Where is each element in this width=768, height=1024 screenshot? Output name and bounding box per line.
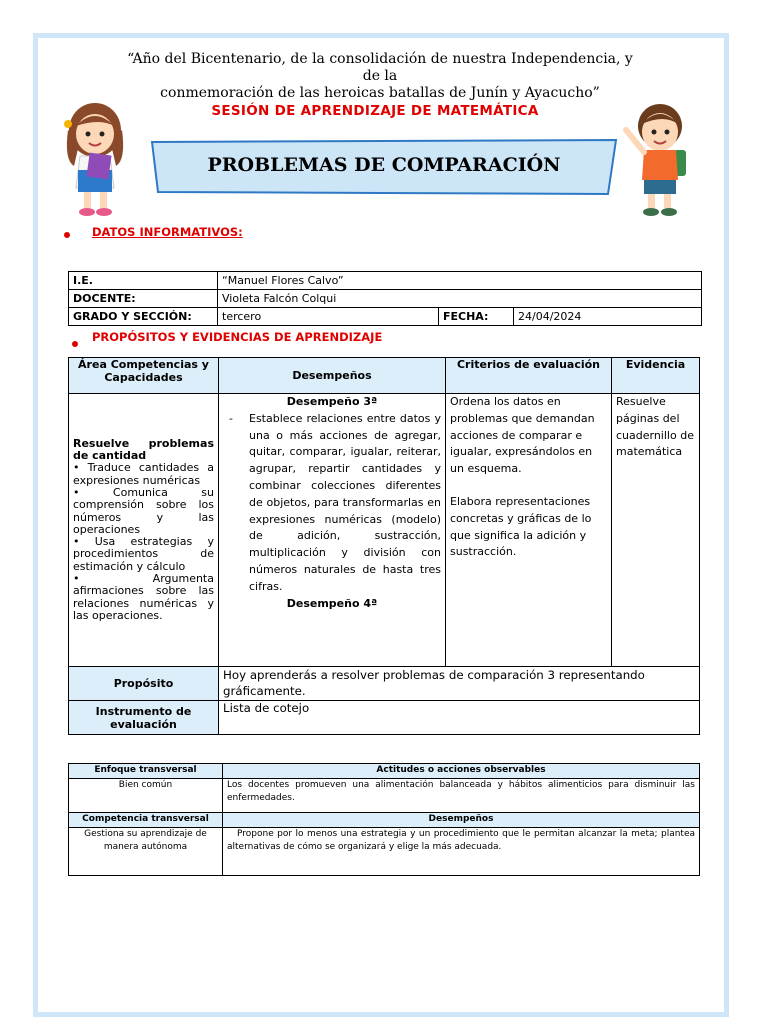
purposes-table: [68, 357, 700, 735]
section-bullet: [72, 341, 78, 347]
criterios-cell: [446, 394, 612, 667]
fecha-value: 24/04/2024: [514, 308, 702, 326]
section-bullet: [64, 232, 70, 238]
col-area-header: Área Competencias y Capacidades: [69, 358, 219, 394]
col-competencia-header: Competencia transversal: [69, 813, 223, 828]
instrumento-value: Lista de cotejo: [219, 701, 700, 735]
col-evidencia-header: Evidencia: [612, 358, 700, 394]
fecha-label: FECHA:: [439, 308, 514, 326]
desempeno-4-title: Desempeño 4ª: [286, 596, 378, 610]
capacidad-item: • Usa estrategias y procedimientos de estimación y cálculo: [73, 535, 214, 573]
capacidad-item: • Argumenta afirmaciones sobre las relaciones numéricas y las operaciones.: [73, 572, 214, 622]
dash-marker: -: [229, 411, 233, 425]
section-propositos-heading: PROPÓSITOS Y EVIDENCIAS DE APRENDIZAJE: [92, 330, 383, 344]
motto-line-2: conmemoración de las heroicas batallas de Junín y Ayacucho”: [160, 85, 600, 101]
ie-label: I.E.: [69, 272, 218, 290]
criterio-1: Ordena los datos en problemas que demandan acciones de comparar e igualar, expresándolos en un esquema.: [450, 395, 595, 476]
desempenos-cell: [219, 394, 446, 667]
proposito-value: Hoy aprenderás a resolver problemas de comparación 3 representando gráficamente.: [219, 667, 700, 701]
competencia-transversal-value: Gestiona su aprendizaje de manera autónoma: [69, 828, 223, 876]
col-desempenos-transversal-header: Desempeños: [223, 813, 700, 828]
enfoque-value: Bien común: [69, 779, 223, 813]
year-motto: [120, 51, 640, 102]
docente-value: Violeta Falcón Colqui: [218, 290, 702, 308]
docente-label: DOCENTE:: [69, 290, 218, 308]
session-title: SESIÓN DE APRENDIZAJE DE MATEMÁTICA: [211, 103, 539, 119]
capacidad-item: • Comunica su comprensión sobre los números y las operaciones: [73, 485, 214, 536]
desempeno-3-text: Establece relaciones entre datos y una o más acciones de agregar, quitar, comparar, igualar, reiterar, agrupar, repartir cantidades y combinar colecciones diferentes de objetos, para transformarlas en expresiones numéricas (modelo) de adición, sustracción, multiplicación y división con números naturales de hasta tres cifras.: [249, 411, 441, 593]
info-table: [68, 271, 702, 326]
motto-line-1: “Año del Bicentenario, de la consolidación de nuestra Independencia, y de la: [127, 51, 633, 84]
boy-illustration: [620, 100, 696, 218]
col-criterios-header: Criterios de evaluación: [446, 358, 612, 394]
capacidad-item: • Traduce cantidades a expresiones numéricas: [73, 461, 214, 487]
desempeno-3-title: Desempeño 3ª: [286, 395, 378, 408]
col-desempenos-header: Desempeños: [219, 358, 446, 394]
proposito-label: Propósito: [69, 667, 219, 701]
girl-illustration: [60, 100, 130, 218]
competencia-title: Resuelve problemas de cantidad: [73, 436, 214, 463]
grado-label: GRADO Y SECCIÓN:: [69, 308, 218, 326]
instrumento-label: Instrumento de evaluación: [69, 701, 219, 735]
criterio-2: Elabora representaciones concretas y gráficas de lo que significa la adición y sustracción.: [450, 494, 592, 559]
col-actitudes-header: Actitudes o acciones observables: [223, 764, 700, 779]
transversal-table: [68, 763, 700, 876]
evidencia-cell: Resuelve páginas del cuadernillo de matemática: [612, 394, 700, 667]
desempenos-transversal-value: Propone por lo menos una estrategia y un procedimiento que le permitan alcanzar la meta; plantea alternativas de cómo se organizará y elige la más adecuada.: [223, 828, 700, 876]
ie-value: “Manuel Flores Calvo”: [218, 272, 702, 290]
section-datos-heading: DATOS INFORMATIVOS:: [92, 225, 243, 239]
banner-title: PROBLEMAS DE COMPARACIÓN: [207, 154, 561, 176]
col-enfoque-header: Enfoque transversal: [69, 764, 223, 779]
competencias-cell: [69, 394, 219, 667]
actitudes-value: Los docentes promueven una alimentación balanceada y hábitos alimenticios para disminuir las enfermedades.: [223, 779, 700, 813]
grado-value: tercero: [218, 308, 439, 326]
